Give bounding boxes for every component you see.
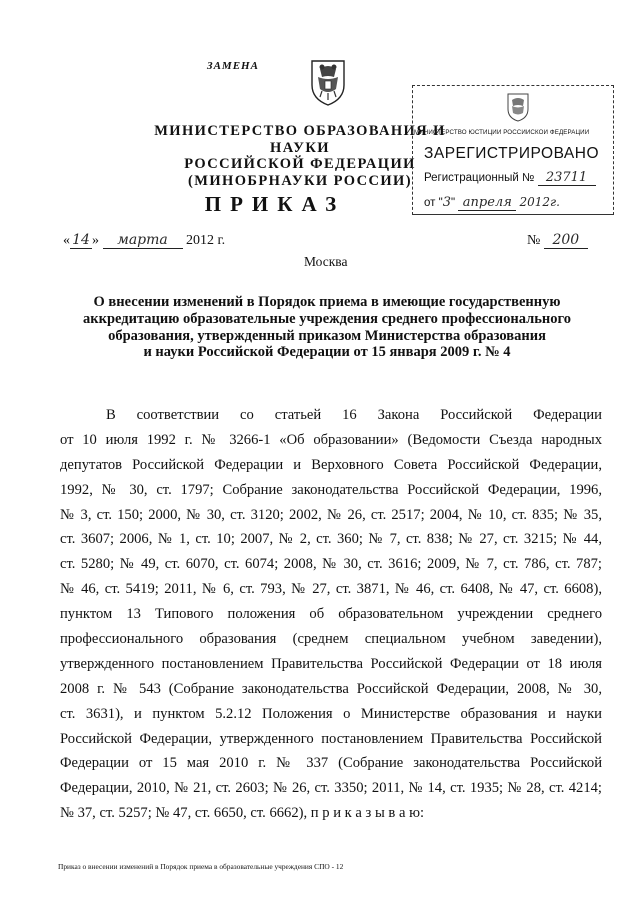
ministry-line-2: РОССИЙСКОЙ ФЕДЕРАЦИИ	[184, 156, 416, 172]
registration-date-label: от	[424, 197, 436, 209]
heading-line-2: аккредитацию образовательные учреждения среднего профессионального	[83, 310, 571, 327]
body-line: 1992, № 30, ст. 1797; Собрание законодательства Российской Федерации, 1996,	[60, 481, 602, 498]
order-month: марта	[103, 232, 183, 249]
registration-date-line: от "3" апреля 2012г.	[424, 195, 560, 210]
registration-date-day: 3	[442, 195, 451, 210]
order-heading	[72, 294, 582, 361]
heading-line-3: образования, утвержденный приказом Министерства образования	[108, 327, 546, 344]
ministry-name	[150, 123, 450, 189]
body-line: 2008 г. № 543 (Собрание законодательства Российской Федерации, 2008, № 30,	[60, 680, 602, 697]
order-body	[60, 403, 602, 826]
body-line: от 10 июля 1992 г. № 3266-1 «Об образовании» (Ведомости Съезда народных	[60, 431, 602, 448]
registration-ministry: МИНИСТЕРСТВО ЮСТИЦИИ РОССИЙСКОЙ ФЕДЕРАЦИИ	[414, 129, 590, 136]
registration-emblem-icon	[505, 90, 531, 122]
body-line: Федерации, 2010, № 21, ст. 2603; № 26, ст. 3350; 2011, № 14, ст. 1935; № 28, ст. 4214;	[60, 780, 602, 797]
body-line: № 46, ст. 5419; 2011, № 6, ст. 793, № 27, ст. 3871, № 46, ст. 6408, № 47, ст. 6608),	[60, 581, 602, 598]
body-line: пунктом 13 Типового положения об образовательном учреждении среднего	[60, 606, 602, 623]
date-close-quote: »	[92, 233, 99, 248]
heading-line-1: О внесении изменений в Порядок приема в имеющие государственную	[93, 294, 561, 310]
replacement-stamp: ЗАМЕНА	[207, 60, 259, 72]
registration-title: ЗАРЕГИСТРИРОВАНО	[424, 145, 600, 162]
body-line: депутатов Российской Федерации и Верховного Совета Российской Федерации,	[60, 456, 602, 473]
body-line: утвержденного постановлением Правительства Российской Федерации от 18 июля	[60, 655, 602, 672]
ministry-line-1: МИНИСТЕРСТВО ОБРАЗОВАНИЯ И НАУКИ	[154, 123, 446, 156]
body-line: В соответствии со статьей 16 Закона Российской Федерации	[106, 407, 602, 423]
registration-number-line	[424, 170, 596, 186]
body-line: ст. 3607; 2006, № 1, ст. 10; 2007, № 2, ст. 360; № 7, ст. 838; № 27, ст. 3215; № 44,	[60, 531, 602, 548]
body-line: ст. 5280; № 49, ст. 6070, ст. 6074; 2008, № 30, ст. 3616; 2009, № 7, ст. 786, ст. 787;	[60, 556, 602, 573]
registration-date-year: 2012г.	[519, 195, 560, 209]
page-footer: Приказ о внесении изменений в Порядок приема в образовательные учреждения СПО - 12	[58, 862, 344, 871]
body-line: Федерации от 15 мая 2010 г. № 337 (Собрание законодательства Российской	[60, 755, 602, 772]
order-year: 2012 г.	[186, 233, 226, 248]
order-number-prefix: №	[527, 233, 541, 248]
body-line: профессионального образования (среднем специальном учебном заведении),	[60, 631, 602, 648]
document-type-title: ПРИКАЗ	[204, 192, 346, 216]
body-line: № 3, ст. 150; 2000, № 30, ст. 3120; 2002, № 26, ст. 2517; 2004, № 10, ст. 835; № 35,	[60, 506, 602, 523]
ministry-line-3: (МИНОБРНАУКИ РОССИИ)	[188, 172, 412, 189]
coat-of-arms-emblem	[308, 55, 348, 107]
body-line: Российской Федерации, утвержденного постановлением Правительства Российской	[60, 730, 602, 747]
registration-number-label: Регистрационный №	[424, 172, 535, 184]
order-city: Москва	[304, 254, 348, 269]
order-day: 14	[70, 232, 92, 249]
heading-line-4: и науки Российской Федерации от 15 января 2009 г. № 4	[143, 344, 511, 361]
registration-date-month: апреля	[458, 195, 516, 211]
body-line: № 37, ст. 5257; № 47, ст. 6650, ст. 6662), п р и к а з ы в а ю:	[60, 805, 425, 822]
body-line: ст. 3631), и пунктом 5.2.12 Положения о Министерстве образования и науки	[60, 705, 602, 722]
registration-number: 23711	[538, 170, 596, 186]
date-open-quote: «	[63, 233, 70, 248]
order-date	[63, 232, 225, 249]
order-number: 200	[544, 232, 588, 249]
order-number-line	[527, 232, 588, 249]
registration-stamp	[412, 85, 617, 225]
